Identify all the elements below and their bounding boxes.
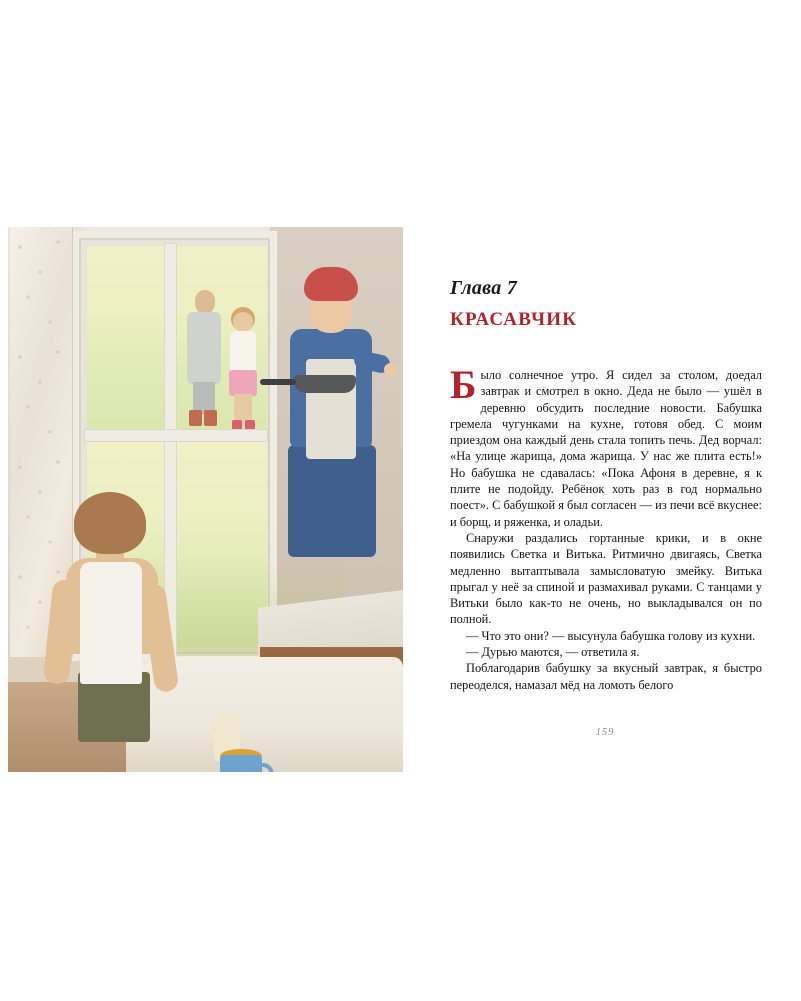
paragraph-text: ыло солнечное утро. Я сидел за столом, доедал завтрак и смотрел в окно. Деда не было — ушёл в деревню обсудить последние новости. Бабушка гремела чугунками на кухне, готовя обед. С моим приездом она каждый день стала топить печь. Дед ворчал: «На улице жарища, дома жарища. У нас же плита есть!» Но бабушка не сдавалась: «Пока Афоня в деревне, я к плите не подойду. Ребёнок хоть раз в год нормально поест». С бабушкой я был согласен — из печи всё вкуснее: и борщ, и ряженка, и оладьи. (450, 368, 762, 529)
kitchen-illustration (8, 227, 403, 772)
body-text (450, 362, 762, 693)
paragraph: Снаружи раздались гортанные крики, и в окне появились Светка и Витька. Ритмично двигаясь, Светка медленно вытаптывала замысловатую змейку. Витька прыгал у неё за спиной и размахивал руками. С танцами у Витьки было как-то не очень, но выкладывался он по полной. (450, 530, 762, 627)
girl-outside (225, 312, 261, 437)
illustration-page (8, 227, 403, 772)
blue-mug (220, 755, 262, 772)
grandmother (280, 267, 396, 567)
frying-pan (294, 375, 356, 393)
paragraph (450, 362, 762, 530)
dropcap: Б (450, 362, 477, 407)
text-page (420, 227, 790, 772)
paragraph: — Дурью маются, — ответила я. (466, 645, 640, 660)
chapter-title: КРАСАВЧИК (450, 309, 578, 330)
window-mullion (85, 430, 267, 441)
boy-outside (183, 290, 227, 438)
paragraph: Поблагодарив бабушку за вкусный завтрак, я быстро переоделся, намазал мёд на ломоть белого (450, 661, 762, 692)
window-pane (87, 246, 165, 431)
chapter-label: Глава 7 (450, 277, 518, 299)
boy-at-table (44, 492, 184, 772)
paragraph: — Что это они? — высунула бабушка голову из кухни. (466, 628, 756, 643)
page-number: 159 (595, 727, 615, 738)
